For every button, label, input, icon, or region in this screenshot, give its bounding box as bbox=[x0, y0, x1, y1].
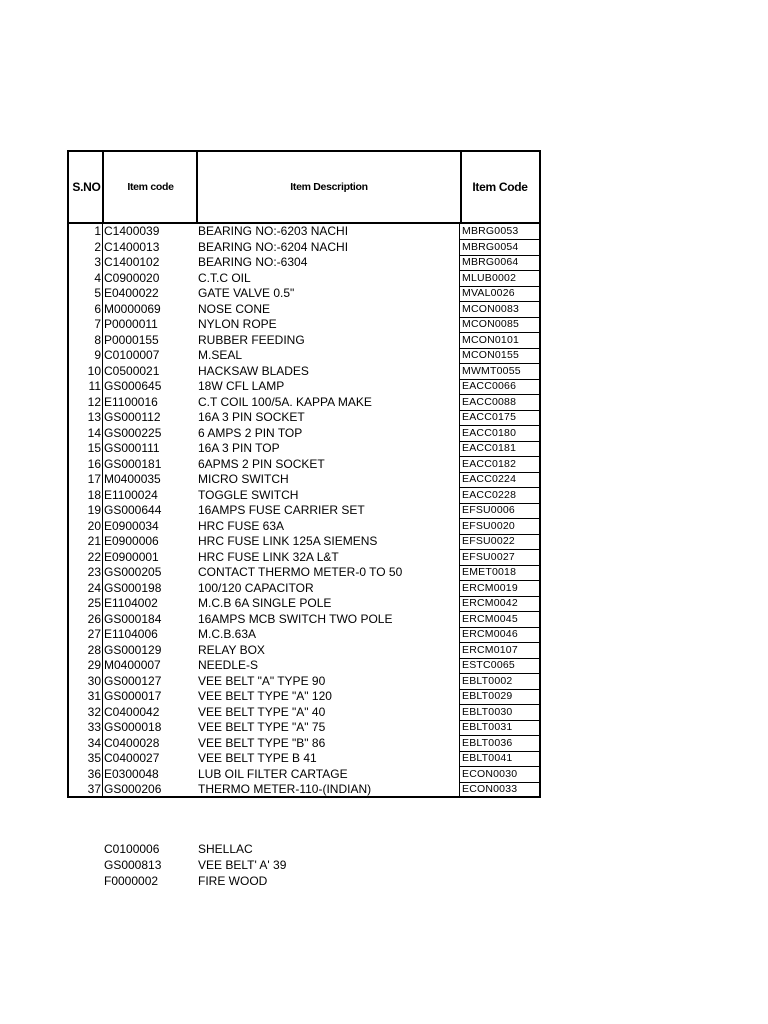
row-item-description: VEE BELT "A" TYPE 90 bbox=[198, 673, 326, 688]
table-row bbox=[67, 767, 541, 783]
row-item-code: E0900001 bbox=[104, 549, 159, 564]
table-row bbox=[67, 534, 541, 550]
row-item-code: E0400022 bbox=[104, 286, 159, 300]
row-item-description: NYLON ROPE bbox=[198, 317, 277, 331]
row-item-code-2: EACC0180 bbox=[462, 426, 517, 439]
row-item-code: C1400102 bbox=[104, 255, 160, 269]
row-item-code: GS000112 bbox=[104, 410, 161, 424]
row-item-description: C.T.C OIL bbox=[198, 270, 251, 285]
row-item-description: RUBBER FEEDING bbox=[198, 332, 305, 347]
table-row bbox=[67, 705, 541, 721]
extra-item-description: VEE BELT' A' 39 bbox=[198, 858, 287, 872]
row-item-description: 16AMPS MCB SWITCH TWO POLE bbox=[198, 611, 393, 626]
item-code-cell-border bbox=[459, 596, 539, 597]
item-code-cell-border bbox=[459, 549, 539, 550]
row-item-description: RELAY BOX bbox=[198, 642, 265, 657]
row-item-code: GS000181 bbox=[104, 456, 162, 471]
row-item-description: NEEDLE-S bbox=[198, 658, 259, 672]
row-item-code: C0900020 bbox=[104, 270, 160, 285]
row-item-code-2: ERCM0042 bbox=[462, 597, 518, 609]
table-row bbox=[67, 565, 541, 581]
row-item-description: VEE BELT TYPE B 41 bbox=[198, 751, 317, 765]
row-item-code: GS000017 bbox=[104, 689, 162, 703]
row-sno: 20 bbox=[87, 518, 101, 533]
header-item-code: Item code bbox=[127, 181, 174, 193]
item-code-cell-border bbox=[459, 317, 539, 318]
extra-item-code: GS000813 bbox=[104, 858, 162, 872]
row-item-code-2: EACC0228 bbox=[462, 488, 517, 501]
row-item-description: HACKSAW BLADES bbox=[198, 363, 309, 378]
row-item-description: HRC FUSE LINK 32A L&T bbox=[198, 549, 339, 564]
item-code-cell-border bbox=[459, 518, 539, 519]
row-item-code: E0900006 bbox=[104, 534, 159, 548]
row-item-code: GS000184 bbox=[104, 611, 162, 626]
row-item-description: C.T COIL 100/5A. KAPPA MAKE bbox=[198, 394, 372, 409]
row-sno: 12 bbox=[87, 394, 101, 409]
table-row bbox=[67, 503, 541, 519]
row-item-code-2: MCON0085 bbox=[462, 318, 520, 330]
row-sno: 33 bbox=[87, 720, 101, 734]
row-sno: 13 bbox=[87, 410, 101, 424]
header-item-code-2: Item Code bbox=[472, 180, 528, 194]
row-sno: 6 bbox=[94, 301, 101, 316]
item-code-cell-border bbox=[459, 642, 539, 643]
row-item-code-2: EBLT0031 bbox=[462, 721, 513, 733]
row-sno: 31 bbox=[87, 689, 101, 703]
row-item-code: C0500021 bbox=[104, 363, 160, 378]
row-item-code: P0000155 bbox=[104, 332, 159, 347]
row-item-code-2: MLUB0002 bbox=[462, 271, 517, 284]
table-body bbox=[67, 224, 541, 798]
row-item-code-2: MWMT0055 bbox=[462, 364, 521, 377]
row-item-code: M0000069 bbox=[104, 301, 161, 316]
item-code-cell-border bbox=[459, 472, 539, 473]
item-code-cell-border bbox=[459, 239, 539, 240]
item-table bbox=[67, 150, 541, 798]
item-code-cell-border bbox=[459, 270, 539, 271]
row-item-description: 6 AMPS 2 PIN TOP bbox=[198, 425, 303, 440]
row-item-code-2: ERCM0019 bbox=[462, 581, 518, 594]
row-sno: 24 bbox=[87, 580, 101, 595]
row-item-code: GS000206 bbox=[104, 782, 162, 796]
row-sno: 18 bbox=[87, 487, 101, 502]
row-item-description: THERMO METER-110-(INDIAN) bbox=[198, 782, 372, 796]
table-row bbox=[67, 441, 541, 457]
row-item-code: C1400039 bbox=[104, 224, 160, 238]
row-item-code: GS000644 bbox=[104, 503, 162, 517]
row-item-description: VEE BELT TYPE "A" 75 bbox=[198, 720, 326, 734]
table-row bbox=[67, 364, 541, 380]
item-code-cell-border bbox=[459, 689, 539, 690]
extra-item-description: FIRE WOOD bbox=[198, 874, 268, 888]
extra-item-code: C0100006 bbox=[104, 842, 160, 856]
row-item-code-2: EBLT0030 bbox=[462, 705, 513, 718]
table-row bbox=[67, 395, 541, 411]
table-row bbox=[67, 550, 541, 566]
row-sno: 27 bbox=[87, 627, 101, 641]
row-sno: 32 bbox=[87, 704, 101, 719]
item-code-cell-border bbox=[459, 534, 539, 535]
item-code-cell-border bbox=[459, 425, 539, 426]
row-item-code-2: EACC0224 bbox=[462, 473, 517, 485]
item-code-cell-border bbox=[459, 332, 539, 333]
table-row bbox=[67, 410, 541, 426]
row-item-code-2: EACC0066 bbox=[462, 380, 517, 392]
row-item-code-2: EACC0181 bbox=[462, 442, 517, 454]
row-item-code: E1100016 bbox=[104, 394, 158, 409]
row-item-code-2: ERCM0045 bbox=[462, 612, 518, 625]
item-code-cell-border bbox=[459, 348, 539, 349]
row-item-code-2: ERCM0107 bbox=[462, 643, 518, 656]
row-item-description: BEARING NO:-6304 bbox=[198, 255, 308, 269]
row-item-code: P0000011 bbox=[104, 317, 158, 331]
row-item-description: 6APMS 2 PIN SOCKET bbox=[198, 456, 325, 471]
row-sno: 14 bbox=[87, 425, 101, 440]
row-item-code: C0100007 bbox=[104, 348, 160, 362]
row-item-code-2: ECON0030 bbox=[462, 767, 518, 780]
row-item-code-2: EACC0088 bbox=[462, 395, 517, 408]
row-item-code: E0300048 bbox=[104, 766, 159, 781]
table-row bbox=[67, 736, 541, 752]
row-item-code-2: EFSU0020 bbox=[462, 519, 515, 532]
row-item-description: 16AMPS FUSE CARRIER SET bbox=[198, 503, 365, 517]
row-item-code-2: MBRG0064 bbox=[462, 256, 519, 268]
row-item-description: VEE BELT TYPE "A" 40 bbox=[198, 704, 326, 719]
table-row bbox=[67, 581, 541, 597]
item-code-cell-border bbox=[459, 456, 539, 457]
row-item-description: VEE BELT TYPE "A" 120 bbox=[198, 689, 332, 703]
item-code-cell-border bbox=[459, 735, 539, 736]
extra-item-description: SHELLAC bbox=[198, 842, 253, 856]
item-code-cell-border bbox=[459, 751, 539, 752]
item-code-cell-border bbox=[459, 286, 539, 287]
row-item-code-2: ESTC0065 bbox=[462, 659, 515, 671]
row-item-code: C0400027 bbox=[104, 751, 160, 765]
item-code-cell-border bbox=[459, 782, 539, 783]
row-item-description: 100/120 CAPACITOR bbox=[198, 580, 314, 595]
row-sno: 23 bbox=[87, 565, 101, 579]
row-item-code-2: EBLT0002 bbox=[462, 674, 513, 687]
item-code-cell-border bbox=[459, 673, 539, 674]
table-row bbox=[67, 519, 541, 535]
item-code-cell-border bbox=[459, 379, 539, 380]
row-item-description: M.C.B.63A bbox=[198, 627, 257, 641]
table-row bbox=[67, 271, 541, 287]
row-item-code: C0400028 bbox=[104, 735, 160, 750]
row-item-code-2: EBLT0029 bbox=[462, 690, 513, 702]
item-code-cell-border bbox=[459, 766, 539, 767]
table-row bbox=[67, 674, 541, 690]
row-item-description: HRC FUSE 63A bbox=[198, 518, 285, 533]
table-row bbox=[67, 658, 541, 674]
row-item-description: 16A 3 PIN TOP bbox=[198, 441, 280, 455]
row-sno: 35 bbox=[87, 751, 101, 765]
row-sno: 8 bbox=[94, 332, 101, 347]
row-item-code-2: EFSU0022 bbox=[462, 535, 515, 547]
table-row bbox=[67, 751, 541, 767]
row-sno: 17 bbox=[87, 472, 101, 486]
row-sno: 34 bbox=[87, 735, 101, 750]
row-sno: 25 bbox=[87, 596, 101, 610]
row-item-code: GS000127 bbox=[104, 673, 162, 688]
row-item-description: TOGGLE SWITCH bbox=[198, 487, 299, 502]
row-sno: 10 bbox=[87, 363, 101, 378]
item-code-cell-border bbox=[459, 410, 539, 411]
table-row bbox=[67, 689, 541, 705]
table-row bbox=[67, 643, 541, 659]
row-sno: 16 bbox=[87, 456, 101, 471]
row-item-code-2: EFSU0027 bbox=[462, 550, 515, 563]
row-sno: 4 bbox=[94, 270, 101, 285]
row-item-code: E0900034 bbox=[104, 518, 159, 533]
row-item-code: C1400013 bbox=[104, 239, 160, 254]
row-item-code-2: MCON0083 bbox=[462, 302, 520, 315]
row-item-description: HRC FUSE LINK 125A SIEMENS bbox=[198, 534, 378, 548]
row-item-code-2: ECON0033 bbox=[462, 783, 518, 795]
row-sno: 21 bbox=[87, 534, 101, 548]
table-row bbox=[67, 302, 541, 318]
row-item-code-2: MBRG0053 bbox=[462, 225, 519, 237]
table-row bbox=[67, 488, 541, 504]
row-item-description: NOSE CONE bbox=[198, 301, 271, 316]
row-item-code: GS000018 bbox=[104, 720, 162, 734]
table-row bbox=[67, 240, 541, 256]
row-sno: 29 bbox=[87, 658, 101, 672]
table-row bbox=[67, 317, 541, 333]
item-code-cell-border bbox=[459, 487, 539, 488]
row-sno: 11 bbox=[88, 379, 101, 393]
row-item-code: GS000198 bbox=[104, 580, 162, 595]
table-row bbox=[67, 255, 541, 271]
row-item-code-2: MCON0101 bbox=[462, 333, 520, 346]
row-item-description: CONTACT THERMO METER-0 TO 50 bbox=[198, 565, 403, 579]
row-sno: 19 bbox=[87, 503, 101, 517]
table-row bbox=[67, 333, 541, 349]
item-code-cell-border bbox=[459, 611, 539, 612]
row-item-description: GATE VALVE 0.5" bbox=[198, 286, 295, 300]
row-item-code: M0400007 bbox=[104, 658, 161, 672]
table-row bbox=[67, 286, 541, 302]
row-item-code-2: EBLT0036 bbox=[462, 736, 513, 749]
row-item-description: BEARING NO:-6203 NACHI bbox=[198, 224, 349, 238]
table-row bbox=[67, 596, 541, 612]
row-item-code: GS000645 bbox=[104, 379, 162, 393]
row-sno: 15 bbox=[87, 441, 101, 455]
item-code-cell-border bbox=[459, 797, 539, 798]
row-item-description: M.C.B 6A SINGLE POLE bbox=[198, 596, 332, 610]
row-item-description: LUB OIL FILTER CARTAGE bbox=[198, 766, 348, 781]
row-item-code-2: MBRG0054 bbox=[462, 240, 519, 253]
row-sno: 2 bbox=[94, 239, 101, 254]
row-sno: 1 bbox=[94, 224, 101, 238]
row-item-code-2: EBLT0041 bbox=[462, 752, 513, 764]
row-sno: 28 bbox=[87, 642, 101, 657]
item-code-cell-border bbox=[459, 565, 539, 566]
row-item-code: GS000225 bbox=[104, 425, 162, 440]
item-code-cell-border bbox=[459, 720, 539, 721]
header-sno: S.NO bbox=[72, 180, 101, 194]
table-row bbox=[67, 720, 541, 736]
row-sno: 22 bbox=[87, 549, 101, 564]
row-item-code-2: EACC0175 bbox=[462, 411, 517, 423]
row-item-code-2: ERCM0046 bbox=[462, 628, 518, 640]
row-item-code-2: MVAL0026 bbox=[462, 287, 515, 299]
item-code-cell-border bbox=[459, 627, 539, 628]
row-item-description: 18W CFL LAMP bbox=[198, 379, 285, 393]
header-item-description: Item Description bbox=[290, 181, 368, 193]
row-item-description: MICRO SWITCH bbox=[198, 472, 289, 486]
row-item-code-2: EACC0182 bbox=[462, 457, 517, 470]
row-item-code-2: MCON0155 bbox=[462, 349, 520, 361]
row-sno: 3 bbox=[94, 255, 101, 269]
row-item-description: M.SEAL bbox=[198, 348, 243, 362]
item-code-cell-border bbox=[459, 441, 539, 442]
row-item-description: BEARING NO:-6204 NACHI bbox=[198, 239, 349, 254]
row-item-description: VEE BELT TYPE "B" 86 bbox=[198, 735, 326, 750]
row-sno: 7 bbox=[94, 317, 101, 331]
row-item-description: 16A 3 PIN SOCKET bbox=[198, 410, 305, 424]
item-code-cell-border bbox=[459, 363, 539, 364]
item-code-cell-border bbox=[459, 255, 539, 256]
table-header bbox=[67, 150, 541, 224]
row-sno: 36 bbox=[87, 766, 101, 781]
table-row bbox=[67, 224, 541, 240]
row-item-code: GS000205 bbox=[104, 565, 162, 579]
row-item-code-2: EMET0018 bbox=[462, 566, 517, 578]
row-item-code: GS000111 bbox=[104, 441, 160, 455]
item-code-cell-border bbox=[459, 580, 539, 581]
row-sno: 26 bbox=[87, 611, 101, 626]
table-row bbox=[67, 379, 541, 395]
row-item-code: E1104002 bbox=[104, 596, 158, 610]
row-item-code: M0400035 bbox=[104, 472, 161, 486]
row-sno: 9 bbox=[94, 348, 101, 362]
table-row bbox=[67, 472, 541, 488]
item-code-cell-border bbox=[459, 394, 539, 395]
table-row bbox=[67, 627, 541, 643]
row-sno: 37 bbox=[87, 782, 101, 796]
item-code-cell-border bbox=[459, 704, 539, 705]
table-row bbox=[67, 457, 541, 473]
row-item-code: E1104006 bbox=[104, 627, 158, 641]
table-row bbox=[67, 782, 541, 798]
row-sno: 5 bbox=[94, 286, 101, 300]
item-code-cell-border bbox=[459, 301, 539, 302]
extra-item-code: F0000002 bbox=[104, 874, 159, 888]
row-item-code-2: EFSU0006 bbox=[462, 504, 515, 516]
row-item-code: C0400042 bbox=[104, 704, 160, 719]
row-item-code: E1100024 bbox=[104, 487, 158, 502]
row-item-code: GS000129 bbox=[104, 642, 162, 657]
item-code-cell-border bbox=[459, 503, 539, 504]
table-row bbox=[67, 348, 541, 364]
item-code-cell-border bbox=[459, 658, 539, 659]
table-row bbox=[67, 426, 541, 442]
table-row bbox=[67, 612, 541, 628]
row-sno: 30 bbox=[87, 673, 101, 688]
